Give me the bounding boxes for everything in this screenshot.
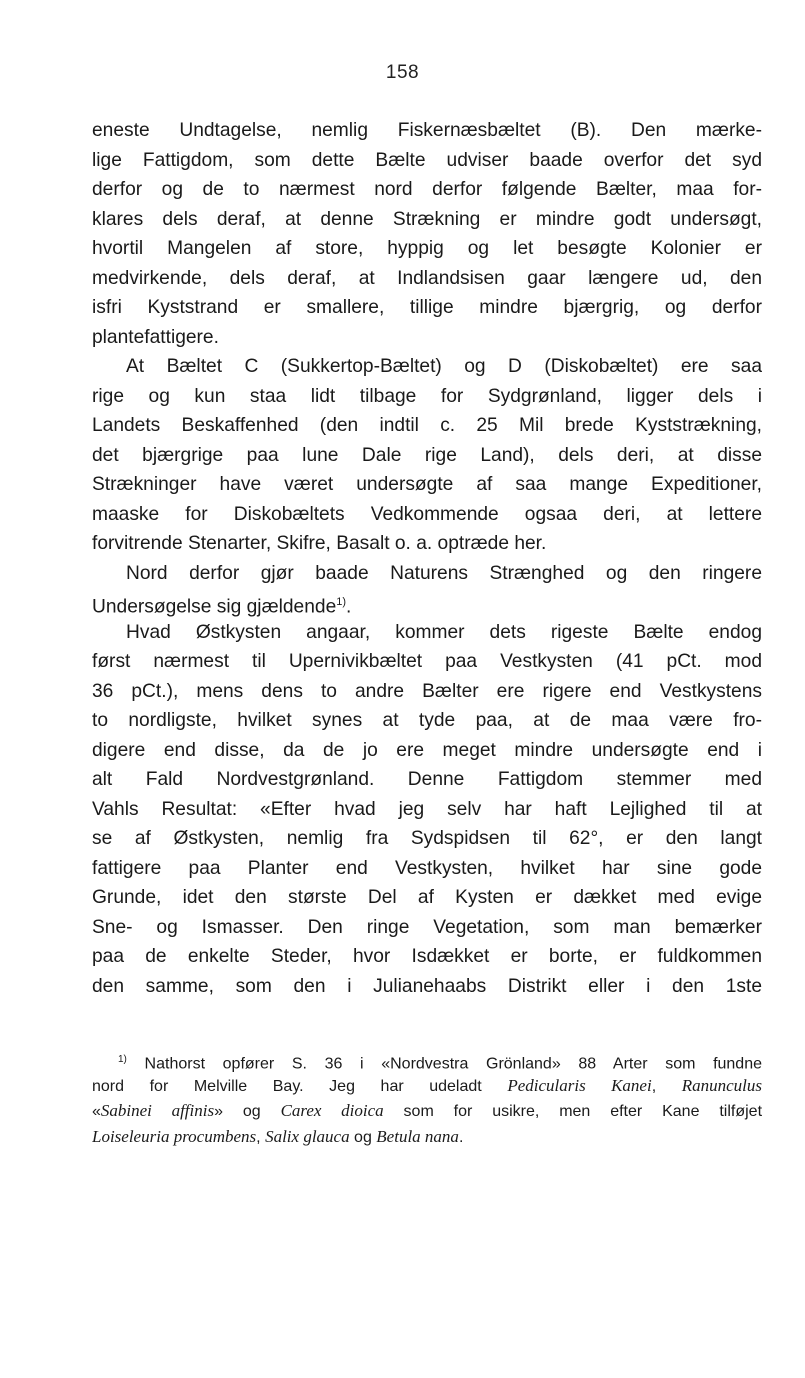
text-line: Strækninger have været undersøgte af saa mange Expeditioner, <box>92 474 762 495</box>
text-line: derfor og de to nærmest nord derfor følgende Bælter, maa for- <box>92 179 762 200</box>
text-line: Grunde, idet den største Del af Kysten er dækket med evige <box>92 887 762 908</box>
text-line: maaske for Diskobæltets Vedkommende ogsaa deri, at lettere <box>92 503 762 525</box>
footnote-text: « <box>92 1103 101 1120</box>
text-line: Hvad Østkysten angaar, kommer dets rigeste Bælte endog <box>126 621 762 643</box>
text-line: fattigere paa Planter end Vestkysten, hvilket har sine gode <box>92 857 762 879</box>
footnote-block <box>92 1047 762 1149</box>
page-number: 158 <box>385 62 420 83</box>
text-line: Landets Beskaffenhed (den indtil c. 25 Mil brede Kyststrækning, <box>92 415 762 436</box>
text-line: lige Fattigdom, som dette Bælte udviser baade overfor det syd <box>92 149 762 171</box>
text-line: Nord derfor gjør baade Naturens Strænghed og den ringere <box>126 562 762 584</box>
footnote-reference: 1) <box>336 596 347 608</box>
text-line: isfri Kyststrand er smallere, tillige mindre bjærgrig, og derfor <box>92 297 762 318</box>
text-line: rige og kun staa lidt tilbage for Sydgrønland, ligger dels i <box>92 385 762 407</box>
text-line: alt Fald Nordvestgrønland. Denne Fattigdom stemmer med <box>92 769 762 790</box>
text-line: plantefattigere. <box>92 326 219 348</box>
footnote-line <box>92 1073 762 1099</box>
footnote-text: som for usikre, men efter Kane tilføjet <box>403 1103 762 1120</box>
species-name: Carex dioica <box>280 1101 384 1120</box>
footnote-text: Nathorst opfører S. 36 i «Nordvestra Grönland» 88 Arter som fundne <box>144 1055 762 1073</box>
text-line: paa de enkelte Steder, hvor Isdækket er borte, er fuldkommen <box>92 946 762 967</box>
text-line: eneste Undtagelse, nemlig Fiskernæsbæltet (B). Den mærke- <box>92 120 762 141</box>
text-line: 36 pCt.), mens dens to andre Bælter ere rigere end Vestkystens <box>92 680 762 702</box>
text-line: to nordligste, hvilket synes at tyde paa, at de maa være fro- <box>92 710 762 731</box>
footnote-text: , <box>256 1128 261 1146</box>
species-name: Pedicularis Kanei <box>507 1075 652 1095</box>
species-name: Loiseleuria procumbens <box>92 1126 257 1146</box>
footnote-text: » og <box>214 1103 261 1120</box>
species-name: Sabinei affinis <box>100 1101 215 1120</box>
text-line: Undersøgelse sig gjældende$^{1)}$. <box>92 596 352 618</box>
footnote-text: nord for Melville Bay. Jeg har udeladt <box>92 1077 482 1095</box>
text-line: digere end disse, da de jo ere meget mindre undersøgte end i <box>92 739 762 761</box>
text-line: først nærmest til Upernivikbæltet paa Vestkysten (41 pCt. mod <box>92 651 762 672</box>
footnote-line <box>92 1047 762 1073</box>
text-line: den samme, som den i Julianehaabs Distrikt eller i den 1ste <box>92 975 762 997</box>
text-fragment: Undersøgelse sig gjældende <box>92 596 337 618</box>
species-name: Betula nana <box>376 1126 459 1146</box>
footnote-marker: 1) <box>118 1054 127 1065</box>
text-line: Vahls Resultat: «Efter hvad jeg selv har haft Lejlighed til at <box>92 798 762 820</box>
text-line: se af Østkysten, nemlig fra Sydspidsen til 62°, er den langt <box>92 828 762 849</box>
text-line: At Bæltet C (Sukkertop-Bæltet) og D (Diskobæltet) ere saa <box>126 356 762 377</box>
text-line: hvortil Mangelen af store, hyppig og let besøgte Kolonier er <box>92 238 762 259</box>
text-line: det bjærgrige paa lune Dale rige Land), dels deri, at disse <box>92 444 762 466</box>
main-text <box>92 116 762 1001</box>
footnote-line <box>92 1098 762 1124</box>
species-name: Ranunculus <box>681 1075 762 1095</box>
footnote-text: , <box>651 1077 657 1095</box>
footnote-line <box>92 1124 762 1150</box>
text-line: klares dels deraf, at denne Strækning er mindre godt undersøgt, <box>92 208 762 230</box>
species-name: Salix glauca <box>265 1126 350 1146</box>
text-line: Sne- og Ismasser. Den ringe Vegetation, som man bemærker <box>92 916 762 938</box>
text-line: medvirkende, dels deraf, at Indlandsisen gaar længere ud, den <box>92 267 762 289</box>
text-line: forvitrende Stenarter, Skifre, Basalt o. a. optræde her. <box>92 533 547 554</box>
footnote-text: . <box>458 1128 464 1146</box>
footnote-text: og <box>354 1128 372 1146</box>
